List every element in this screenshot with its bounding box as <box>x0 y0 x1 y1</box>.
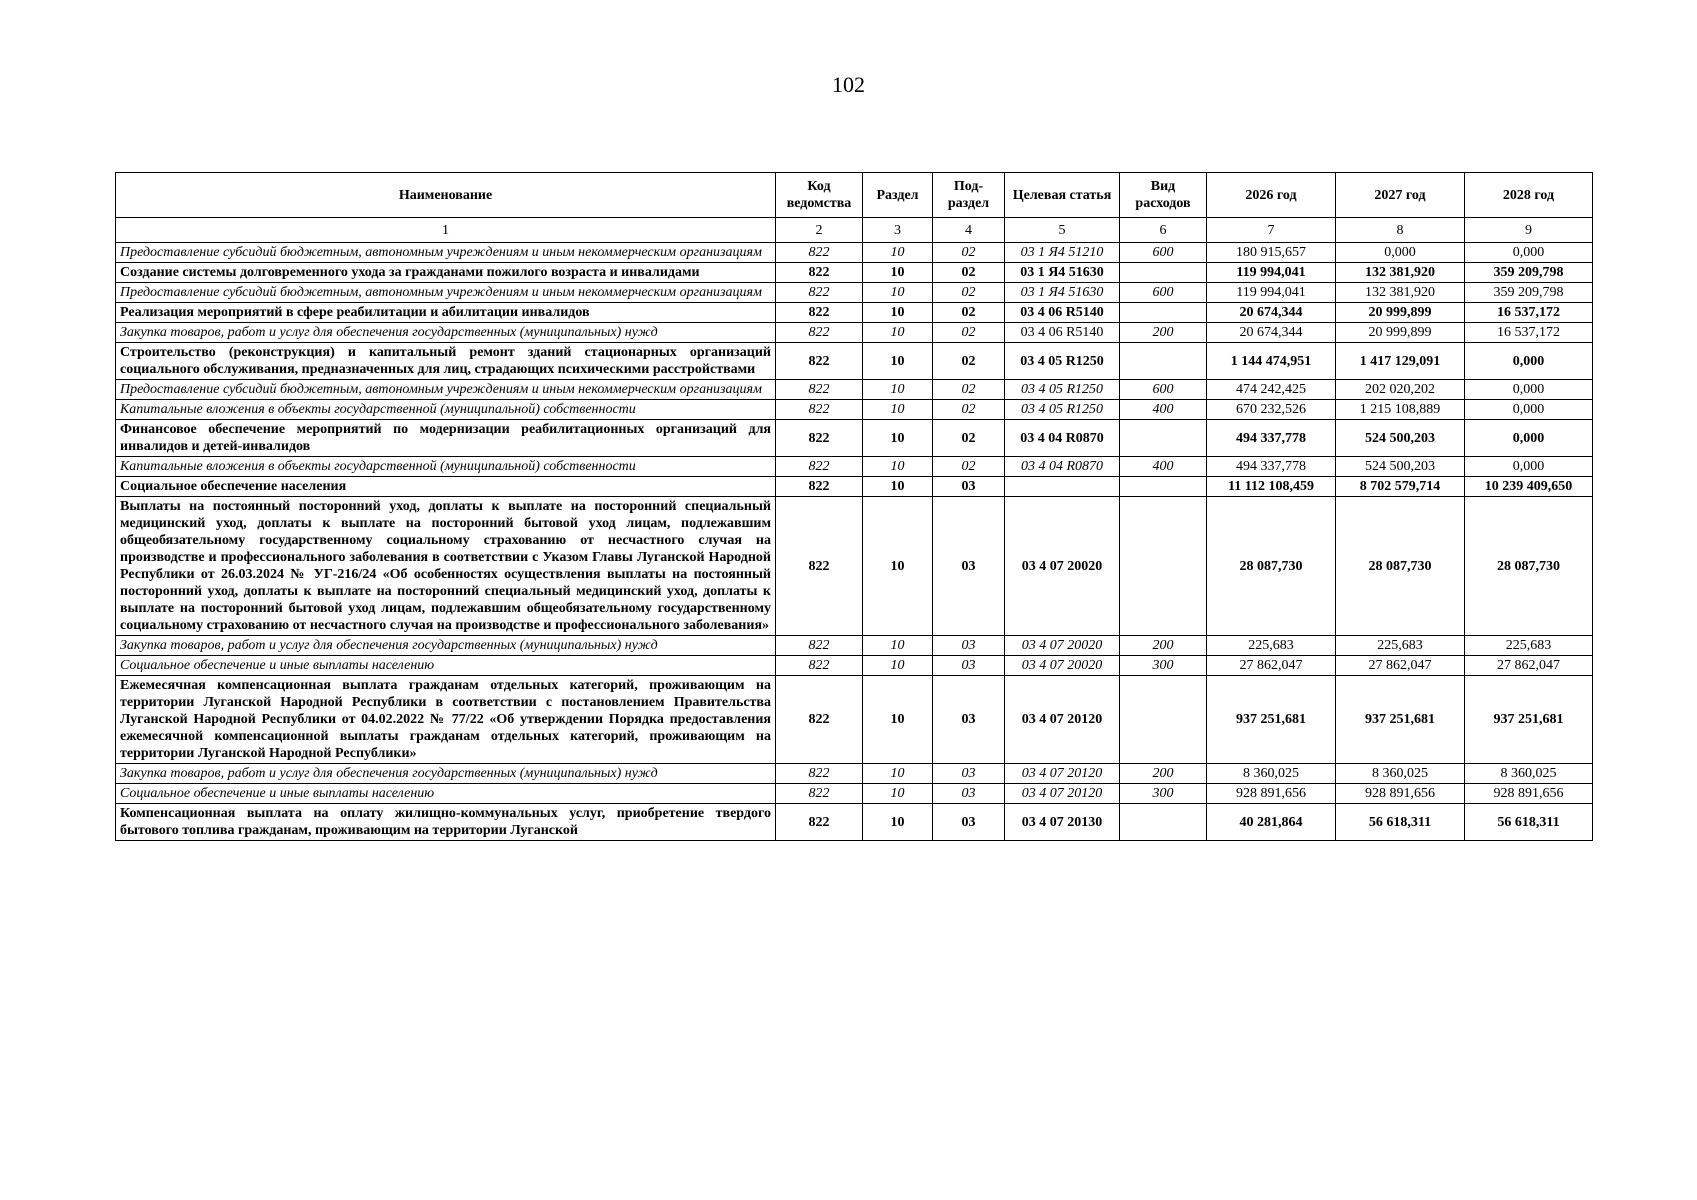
column-number: 8 <box>1336 218 1465 243</box>
cell-podrazdel: 03 <box>933 656 1005 676</box>
cell-2026: 20 674,344 <box>1207 323 1336 343</box>
column-number: 6 <box>1120 218 1207 243</box>
cell-2028: 28 087,730 <box>1465 497 1593 636</box>
column-number: 7 <box>1207 218 1336 243</box>
cell-ved: 822 <box>776 323 863 343</box>
cell-ved: 822 <box>776 303 863 323</box>
cell-razdel: 10 <box>863 380 933 400</box>
cell-ved: 822 <box>776 497 863 636</box>
cell-name: Выплаты на постоянный посторонний уход, доплаты к выплате на посторонний специальный медицинский уход, доплаты к выплате на посторонний бытовой уход лицам, подлежавшим общеобязательному государственному социальному страхованию от несчастного случая на производстве и профессионального заболевания в соответствии с Указом Главы Луганской Народной Республики от 26.03.2024 № УГ-216/24 «Об особенностях осуществления выплаты на постоянный посторонний уход, доплаты к выплате на посторонний специальный медицинский уход, доплаты к выплате на посторонний бытовой уход лицам, подлежавшим общеобязательному государственному социальному страхованию от несчастного случая на производстве и профессионального заболевания» <box>116 497 776 636</box>
cell-2026: 28 087,730 <box>1207 497 1336 636</box>
cell-ved: 822 <box>776 676 863 764</box>
cell-vid <box>1120 420 1207 457</box>
table-row <box>116 656 1593 676</box>
cell-ved: 822 <box>776 804 863 841</box>
budget-table <box>115 172 1593 841</box>
column-number: 5 <box>1005 218 1120 243</box>
cell-2028: 359 209,798 <box>1465 263 1593 283</box>
cell-podrazdel: 03 <box>933 636 1005 656</box>
cell-name: Строительство (реконструкция) и капитальный ремонт зданий стационарных организаций социального обслуживания, предназначенных для лиц, страдающих психическими расстройствами <box>116 343 776 380</box>
column-number-row <box>116 218 1593 243</box>
cell-podrazdel: 02 <box>933 420 1005 457</box>
header-name: Наименование <box>116 173 776 218</box>
cell-2026: 27 862,047 <box>1207 656 1336 676</box>
cell-ved: 822 <box>776 283 863 303</box>
cell-2026: 119 994,041 <box>1207 263 1336 283</box>
table-row <box>116 400 1593 420</box>
cell-2028: 8 360,025 <box>1465 764 1593 784</box>
cell-ved: 822 <box>776 380 863 400</box>
cell-2026: 225,683 <box>1207 636 1336 656</box>
cell-2027: 20 999,899 <box>1336 303 1465 323</box>
cell-name: Закупка товаров, работ и услуг для обеспечения государственных (муниципальных) нужд <box>116 636 776 656</box>
table-row <box>116 457 1593 477</box>
cell-target: 03 4 07 20120 <box>1005 676 1120 764</box>
cell-2026: 11 112 108,459 <box>1207 477 1336 497</box>
cell-vid: 600 <box>1120 243 1207 263</box>
cell-razdel: 10 <box>863 497 933 636</box>
cell-2027: 202 020,202 <box>1336 380 1465 400</box>
cell-target: 03 4 07 20020 <box>1005 497 1120 636</box>
cell-2026: 937 251,681 <box>1207 676 1336 764</box>
cell-2028: 0,000 <box>1465 243 1593 263</box>
cell-2026: 180 915,657 <box>1207 243 1336 263</box>
cell-ved: 822 <box>776 263 863 283</box>
cell-name: Предоставление субсидий бюджетным, автономным учреждениям и иным некоммерческим организациям <box>116 380 776 400</box>
cell-razdel: 10 <box>863 263 933 283</box>
cell-razdel: 10 <box>863 784 933 804</box>
cell-name: Капитальные вложения в объекты государственной (муниципальной) собственности <box>116 457 776 477</box>
cell-razdel: 10 <box>863 804 933 841</box>
cell-2027: 225,683 <box>1336 636 1465 656</box>
cell-2026: 40 281,864 <box>1207 804 1336 841</box>
cell-name: Социальное обеспечение и иные выплаты населению <box>116 656 776 676</box>
cell-razdel: 10 <box>863 656 933 676</box>
cell-podrazdel: 03 <box>933 676 1005 764</box>
cell-2026: 8 360,025 <box>1207 764 1336 784</box>
cell-name: Предоставление субсидий бюджетным, автономным учреждениям и иным некоммерческим организациям <box>116 283 776 303</box>
cell-2028: 16 537,172 <box>1465 323 1593 343</box>
cell-2027: 524 500,203 <box>1336 457 1465 477</box>
cell-vid: 300 <box>1120 784 1207 804</box>
cell-2026: 1 144 474,951 <box>1207 343 1336 380</box>
cell-2028: 0,000 <box>1465 380 1593 400</box>
cell-razdel: 10 <box>863 764 933 784</box>
table-row <box>116 676 1593 764</box>
cell-vid <box>1120 804 1207 841</box>
cell-podrazdel: 02 <box>933 380 1005 400</box>
cell-podrazdel: 02 <box>933 263 1005 283</box>
cell-ved: 822 <box>776 343 863 380</box>
cell-2028: 225,683 <box>1465 636 1593 656</box>
cell-ved: 822 <box>776 477 863 497</box>
cell-2028: 0,000 <box>1465 420 1593 457</box>
cell-name: Компенсационная выплата на оплату жилищно-коммунальных услуг, приобретение твердого бытового топлива гражданам, проживающим на территории Луганской <box>116 804 776 841</box>
cell-vid <box>1120 497 1207 636</box>
cell-2028: 0,000 <box>1465 400 1593 420</box>
cell-name: Ежемесячная компенсационная выплата гражданам отдельных категорий, проживающим на территории Луганской Народной Республики в соответствии с постановлением Правительства Луганской Народной Республики от 04.02.2022 № 77/22 «Об утверждении Порядка предоставления ежемесячной компенсационной выплаты гражданам отдельных категорий, проживающим на территории Луганской Народной Республики» <box>116 676 776 764</box>
cell-2027: 132 381,920 <box>1336 283 1465 303</box>
table-row <box>116 323 1593 343</box>
cell-razdel: 10 <box>863 343 933 380</box>
cell-2027: 20 999,899 <box>1336 323 1465 343</box>
cell-podrazdel: 03 <box>933 784 1005 804</box>
cell-razdel: 10 <box>863 636 933 656</box>
table-row <box>116 804 1593 841</box>
page-number: 102 <box>832 72 865 97</box>
cell-2028: 359 209,798 <box>1465 283 1593 303</box>
cell-target: 03 4 04 R0870 <box>1005 457 1120 477</box>
cell-ved: 822 <box>776 636 863 656</box>
cell-2027: 928 891,656 <box>1336 784 1465 804</box>
cell-vid: 300 <box>1120 656 1207 676</box>
cell-razdel: 10 <box>863 243 933 263</box>
cell-podrazdel: 02 <box>933 283 1005 303</box>
cell-ved: 822 <box>776 243 863 263</box>
cell-razdel: 10 <box>863 457 933 477</box>
cell-razdel: 10 <box>863 323 933 343</box>
cell-ved: 822 <box>776 656 863 676</box>
table-header-row <box>116 173 1593 218</box>
cell-ved: 822 <box>776 400 863 420</box>
table-row <box>116 497 1593 636</box>
cell-target: 03 1 Я4 51630 <box>1005 263 1120 283</box>
cell-2027: 1 215 108,889 <box>1336 400 1465 420</box>
cell-ved: 822 <box>776 457 863 477</box>
cell-ved: 822 <box>776 764 863 784</box>
cell-vid <box>1120 676 1207 764</box>
table-row <box>116 263 1593 283</box>
header-2026: 2026 год <box>1207 173 1336 218</box>
cell-2026: 474 242,425 <box>1207 380 1336 400</box>
cell-name: Закупка товаров, работ и услуг для обеспечения государственных (муниципальных) нужд <box>116 764 776 784</box>
cell-2028: 56 618,311 <box>1465 804 1593 841</box>
cell-target: 03 4 04 R0870 <box>1005 420 1120 457</box>
cell-vid: 600 <box>1120 380 1207 400</box>
header-razdel: Раздел <box>863 173 933 218</box>
header-ved: Код ведомства <box>776 173 863 218</box>
cell-target: 03 4 07 20120 <box>1005 784 1120 804</box>
cell-ved: 822 <box>776 784 863 804</box>
cell-vid <box>1120 343 1207 380</box>
cell-name: Социальное обеспечение населения <box>116 477 776 497</box>
cell-target: 03 1 Я4 51210 <box>1005 243 1120 263</box>
column-number: 2 <box>776 218 863 243</box>
cell-2028: 10 239 409,650 <box>1465 477 1593 497</box>
table-row <box>116 343 1593 380</box>
cell-target: 03 4 06 R5140 <box>1005 323 1120 343</box>
column-number: 9 <box>1465 218 1593 243</box>
cell-vid: 200 <box>1120 764 1207 784</box>
cell-podrazdel: 02 <box>933 343 1005 380</box>
header-target: Целевая статья <box>1005 173 1120 218</box>
cell-razdel: 10 <box>863 420 933 457</box>
cell-2027: 937 251,681 <box>1336 676 1465 764</box>
header-podrazdel: Под-раздел <box>933 173 1005 218</box>
cell-name: Финансовое обеспечение мероприятий по модернизации реабилитационных организаций для инвалидов и детей-инвалидов <box>116 420 776 457</box>
cell-2028: 937 251,681 <box>1465 676 1593 764</box>
cell-vid <box>1120 477 1207 497</box>
cell-podrazdel: 02 <box>933 400 1005 420</box>
table-body <box>116 243 1593 841</box>
cell-vid: 400 <box>1120 400 1207 420</box>
cell-2027: 0,000 <box>1336 243 1465 263</box>
cell-name: Реализация мероприятий в сфере реабилитации и абилитации инвалидов <box>116 303 776 323</box>
cell-2027: 27 862,047 <box>1336 656 1465 676</box>
cell-target: 03 4 07 20120 <box>1005 764 1120 784</box>
table-row <box>116 420 1593 457</box>
cell-2028: 27 862,047 <box>1465 656 1593 676</box>
cell-vid: 200 <box>1120 323 1207 343</box>
cell-target <box>1005 477 1120 497</box>
column-number: 3 <box>863 218 933 243</box>
cell-2027: 132 381,920 <box>1336 263 1465 283</box>
cell-2027: 8 702 579,714 <box>1336 477 1465 497</box>
cell-podrazdel: 02 <box>933 303 1005 323</box>
cell-target: 03 4 05 R1250 <box>1005 343 1120 380</box>
cell-name: Предоставление субсидий бюджетным, автономным учреждениям и иным некоммерческим организациям <box>116 243 776 263</box>
cell-podrazdel: 03 <box>933 764 1005 784</box>
cell-vid: 600 <box>1120 283 1207 303</box>
cell-target: 03 4 07 20020 <box>1005 636 1120 656</box>
cell-2028: 0,000 <box>1465 457 1593 477</box>
table-row <box>116 380 1593 400</box>
cell-vid: 400 <box>1120 457 1207 477</box>
cell-razdel: 10 <box>863 400 933 420</box>
cell-vid: 200 <box>1120 636 1207 656</box>
cell-podrazdel: 02 <box>933 243 1005 263</box>
cell-2026: 119 994,041 <box>1207 283 1336 303</box>
cell-razdel: 10 <box>863 477 933 497</box>
cell-2027: 1 417 129,091 <box>1336 343 1465 380</box>
cell-ved: 822 <box>776 420 863 457</box>
column-number: 1 <box>116 218 776 243</box>
cell-razdel: 10 <box>863 676 933 764</box>
header-vid: Вид расходов <box>1120 173 1207 218</box>
header-2028: 2028 год <box>1465 173 1593 218</box>
table-row <box>116 283 1593 303</box>
cell-2026: 494 337,778 <box>1207 420 1336 457</box>
cell-razdel: 10 <box>863 283 933 303</box>
cell-2027: 8 360,025 <box>1336 764 1465 784</box>
column-number: 4 <box>933 218 1005 243</box>
cell-2028: 16 537,172 <box>1465 303 1593 323</box>
cell-target: 03 4 07 20020 <box>1005 656 1120 676</box>
table-row <box>116 477 1593 497</box>
cell-name: Создание системы долговременного ухода за гражданами пожилого возраста и инвалидами <box>116 263 776 283</box>
header-2027: 2027 год <box>1336 173 1465 218</box>
cell-target: 03 4 07 20130 <box>1005 804 1120 841</box>
table-row <box>116 243 1593 263</box>
cell-2026: 20 674,344 <box>1207 303 1336 323</box>
cell-podrazdel: 03 <box>933 497 1005 636</box>
cell-podrazdel: 02 <box>933 457 1005 477</box>
cell-2027: 56 618,311 <box>1336 804 1465 841</box>
cell-2027: 28 087,730 <box>1336 497 1465 636</box>
cell-target: 03 1 Я4 51630 <box>1005 283 1120 303</box>
cell-name: Социальное обеспечение и иные выплаты населению <box>116 784 776 804</box>
cell-name: Закупка товаров, работ и услуг для обеспечения государственных (муниципальных) нужд <box>116 323 776 343</box>
cell-target: 03 4 06 R5140 <box>1005 303 1120 323</box>
cell-target: 03 4 05 R1250 <box>1005 400 1120 420</box>
table-row <box>116 636 1593 656</box>
cell-2027: 524 500,203 <box>1336 420 1465 457</box>
cell-podrazdel: 02 <box>933 323 1005 343</box>
cell-2028: 0,000 <box>1465 343 1593 380</box>
cell-2026: 928 891,656 <box>1207 784 1336 804</box>
table-row <box>116 303 1593 323</box>
table-row <box>116 764 1593 784</box>
cell-vid <box>1120 303 1207 323</box>
table-row <box>116 784 1593 804</box>
cell-2026: 494 337,778 <box>1207 457 1336 477</box>
cell-razdel: 10 <box>863 303 933 323</box>
cell-podrazdel: 03 <box>933 477 1005 497</box>
cell-2028: 928 891,656 <box>1465 784 1593 804</box>
cell-podrazdel: 03 <box>933 804 1005 841</box>
cell-vid <box>1120 263 1207 283</box>
cell-target: 03 4 05 R1250 <box>1005 380 1120 400</box>
cell-2026: 670 232,526 <box>1207 400 1336 420</box>
cell-name: Капитальные вложения в объекты государственной (муниципальной) собственности <box>116 400 776 420</box>
